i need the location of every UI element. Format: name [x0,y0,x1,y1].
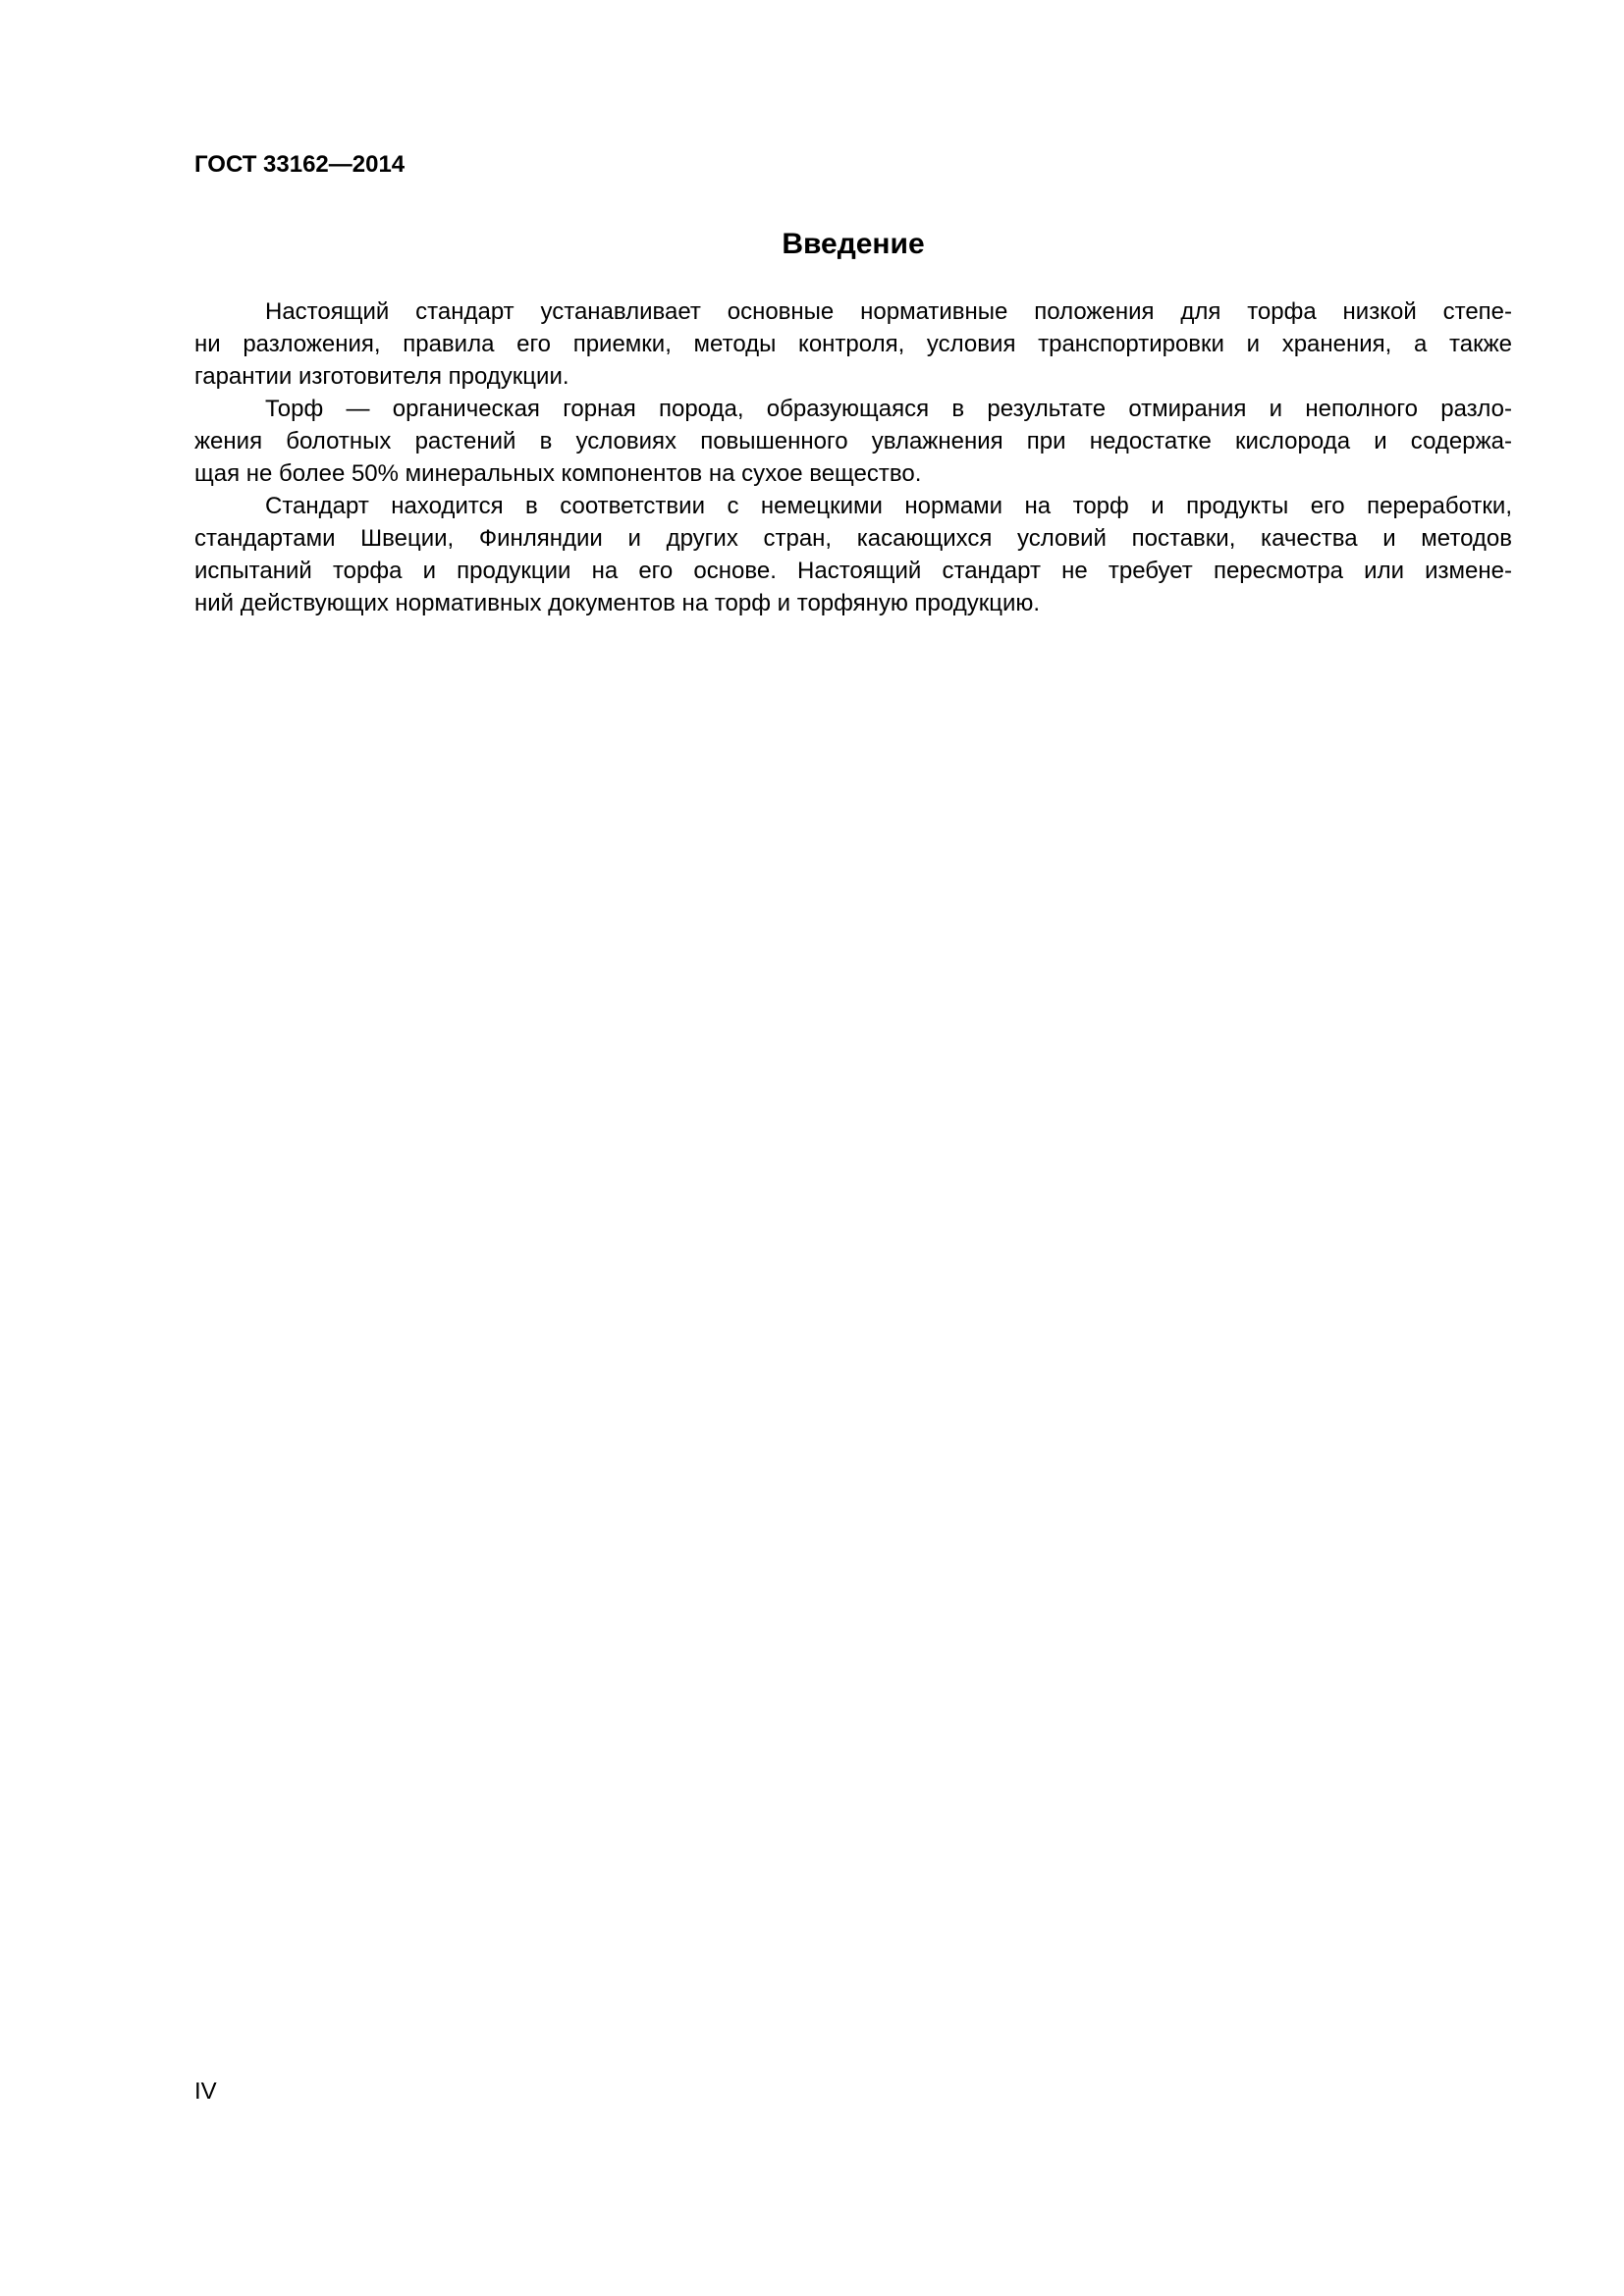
text-line: Настоящий стандарт устанавливает основные нормативные положения для торфа низкой степе- [265,298,1512,325]
paragraph [194,295,1512,393]
text-line: гарантии изготовителя продукции. [194,363,569,390]
paragraph [194,490,1512,619]
text-line: жения болотных растений в условиях повышенного увлажнения при недостатке кислорода и содержа- [194,428,1512,454]
section-title: Введение [782,228,925,260]
text-line: испытаний торфа и продукции на его основе. Настоящий стандарт не требует пересмотра или измене- [194,558,1512,584]
text-line: Торф — органическая горная порода, образующаяся в результате отмирания и неполного разло- [265,396,1512,422]
text-line: щая не более 50% минеральных компонентов на сухое вещество. [194,460,922,487]
paragraph [194,393,1512,490]
text-line: ний действующих нормативных документов на торф и торфяную продукцию. [194,590,1041,616]
body-text [194,295,1512,619]
page-number: IV [194,2078,217,2105]
text-line: Стандарт находится в соответствии с немецкими нормами на торф и продукты его переработки, [265,493,1512,519]
document-code: ГОСТ 33162—2014 [194,151,406,178]
text-line: ни разложения, правила его приемки, методы контроля, условия транспортировки и хранения, а также [194,331,1512,357]
text-line: стандартами Швеции, Финляндии и других стран, касающихся условий поставки, качества и методов [194,525,1512,552]
